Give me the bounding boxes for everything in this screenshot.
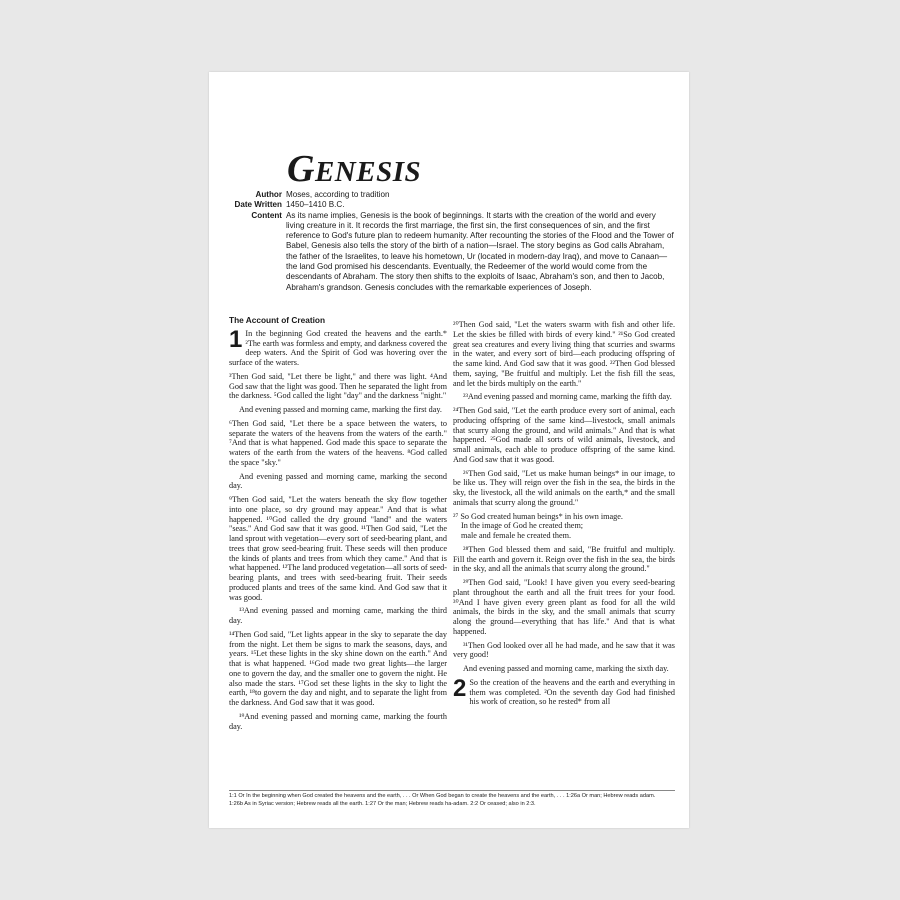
verse-paragraph: ²⁶Then God said, "Let us make human beings* in our image, to be like us. They will reign over the fish in the sea, the birds in the sky, the livestock, all the wild animals on the earth,* and the small animals that scurry along the ground." [453, 468, 675, 507]
author-value: Moses, according to tradition [286, 190, 390, 199]
footnote-line: 1:1 Or In the beginning when God created the heavens and the earth, . . . Or When God began to create the heavens and the earth, . . . 1:26a Or man; Hebrew reads adam. [229, 793, 656, 799]
verse-paragraph: ³Then God said, "Let there be light," and there was light. ⁴And God saw that the light was good. Then he separated the light from the darkness. ⁵God called the light "day" and the darkness "night." [229, 371, 447, 401]
chapter-number: 1 [229, 325, 243, 353]
book-title-initial: G [287, 148, 315, 190]
text-column-right [453, 320, 675, 711]
text-column-left [229, 316, 447, 735]
date-label: Date Written [234, 200, 282, 210]
poem-line: In the image of God he created them; [461, 521, 584, 531]
book-title [287, 150, 421, 188]
poem-line: ²⁷ So God created human beings* in his own image. [453, 511, 623, 521]
verse-paragraph: ²⁹Then God said, "Look! I have given you every seed-bearing plant throughout the earth and all the fruit trees for your food. ³⁰And I have given every green plant as food for all the wild animals, the birds in the sky, and the small animals that scurry along the ground—everything that has life." And that is what happened. [453, 578, 675, 636]
book-introduction [227, 190, 675, 293]
book-page [209, 72, 689, 828]
poetry-block [453, 512, 675, 541]
verse-text: So the creation of the heavens and the earth and everything in them was completed. ²On the seventh day God had finished his work of creation, so he rested* from all [469, 677, 675, 707]
date-row [227, 200, 675, 210]
verse-paragraph: ¹⁴Then God said, "Let lights appear in the sky to separate the day from the night. Let them be signs to mark the seasons, days, and years. ¹⁵Let these lights in the sky shine down on the earth." And that is what happened. ¹⁶God made two great lights—the larger one to govern the day, and the smaller one to govern the night. He also made the stars. ¹⁷God set these lights in the sky to light the earth, ¹⁸to govern the day and night, and to separate the light from the darkness. And God saw that it was good. [229, 629, 447, 707]
verse-text: In the beginning God created the heavens and the earth.* ²The earth was formless and empty, and darkness covered the deep waters. And the Spirit of God was hovering over the surface of the waters. [229, 328, 447, 367]
content-row [227, 211, 675, 293]
content-label: Content [251, 210, 282, 220]
author-label: Author [255, 190, 282, 199]
verse-paragraph: And evening passed and morning came, marking the first day. [239, 405, 442, 414]
verse-paragraph: ³¹Then God looked over all he had made, and he saw that it was very good! [453, 640, 675, 660]
date-value: 1450–1410 B.C. [286, 200, 345, 210]
chapter-number: 2 [453, 674, 467, 702]
book-title-rest: ENESIS [314, 156, 422, 188]
verse-paragraph: ¹³And evening passed and morning came, marking the third day. [229, 606, 447, 625]
verse-paragraph: ⁹Then God said, "Let the waters beneath the sky flow together into one place, so dry ground may appear." And that is what happened. ¹⁰God called the dry ground "land" and the waters "seas." And God saw that it was good. ¹¹Then God said, "Let the land sprout with vegetation—every sort of seed-bearing plant, and trees that grow seed-bearing fruit. These seeds will then produce the kinds of plants and trees from which they came." And that is what happened. ¹²The land produced vegetation—all sorts of seed-bearing plants, and trees with seed-bearing fruit. Their seeds produced plants and trees of the same kind. And God saw that it was good. [229, 495, 447, 602]
verse-paragraph: ¹⁹And evening passed and morning came, marking the fourth day. [229, 711, 447, 731]
poem-line: male and female he created them. [461, 531, 572, 540]
verse-paragraph: ²⁸Then God blessed them and said, "Be fruitful and multiply. Fill the earth and govern it. Reign over the fish in the sea, the birds in the sky, and all the animals that scurry along the ground." [453, 544, 675, 574]
verse-paragraph: ²³And evening passed and morning came, marking the fifth day. [463, 392, 672, 402]
content-value: As its name implies, Genesis is the book of beginnings. It starts with the creation of the world and every living creature in it. It records the first marriage, the first sin, the first consequences of sin, and the first reference to God's future plan to redeem humanity. After recounting the stories of the Flood and the Tower of Babel, Genesis also tells the story of the birth of a nation—Israel. The story begins as God calls Abraham, the father of the Israelites, to leave his hometown, Ur (located in modern-day Iraq), and move to Canaan—the land God promised his descendants. Eventually, the Redeemer of the world would come from the descendants of Abraham. The story then shifts to the exploits of Isaac, Abraham's son, and then to Jacob, Abraham's grandson. Genesis concludes with the remarkable experiences of Joseph. [286, 210, 674, 292]
verse-paragraph: ²⁴Then God said, "Let the earth produce every sort of animal, each producing offspring of the same kind—livestock, small animals that scurry along the ground, and wild animals." And that is what happened. ²⁵God made all sorts of wild animals, livestock, and small animals, each able to produce offspring of the same kind. And God saw that it was good. [453, 406, 675, 464]
footnote-line: 1:26b As in Syriac version; Hebrew reads all the earth. 1:27 Or the man; Hebrew reads ha-adam. 2:2 Or ceased; also in 2:3. [229, 801, 536, 807]
author-row [227, 190, 675, 200]
verse-paragraph [229, 325, 447, 368]
verse-paragraph: And evening passed and morning came, marking the second day. [229, 471, 447, 491]
section-heading: The Account of Creation [229, 315, 326, 325]
verse-paragraph: ⁶Then God said, "Let there be a space between the waters, to separate the waters of the heavens from the waters of the earth." ⁷And that is what happened. God made this space to separate the waters of the earth from the waters of the heavens. ⁸God called the space "sky." [229, 418, 447, 467]
verse-paragraph: And evening passed and morning came, marking the sixth day. [463, 664, 669, 673]
verse-paragraph [453, 674, 675, 707]
footnotes [229, 790, 675, 808]
verse-paragraph: ²⁰Then God said, "Let the waters swarm with fish and other life. Let the skies be filled with birds of every kind." ²¹So God created great sea creatures and every living thing that scurries and swarms in the water, and every sort of bird—each producing offspring of the same kind. And God saw that it was good. ²²Then God blessed them, saying, "Be fruitful and multiply. Let the fish fill the seas, and let the birds multiply on the earth." [453, 320, 675, 388]
